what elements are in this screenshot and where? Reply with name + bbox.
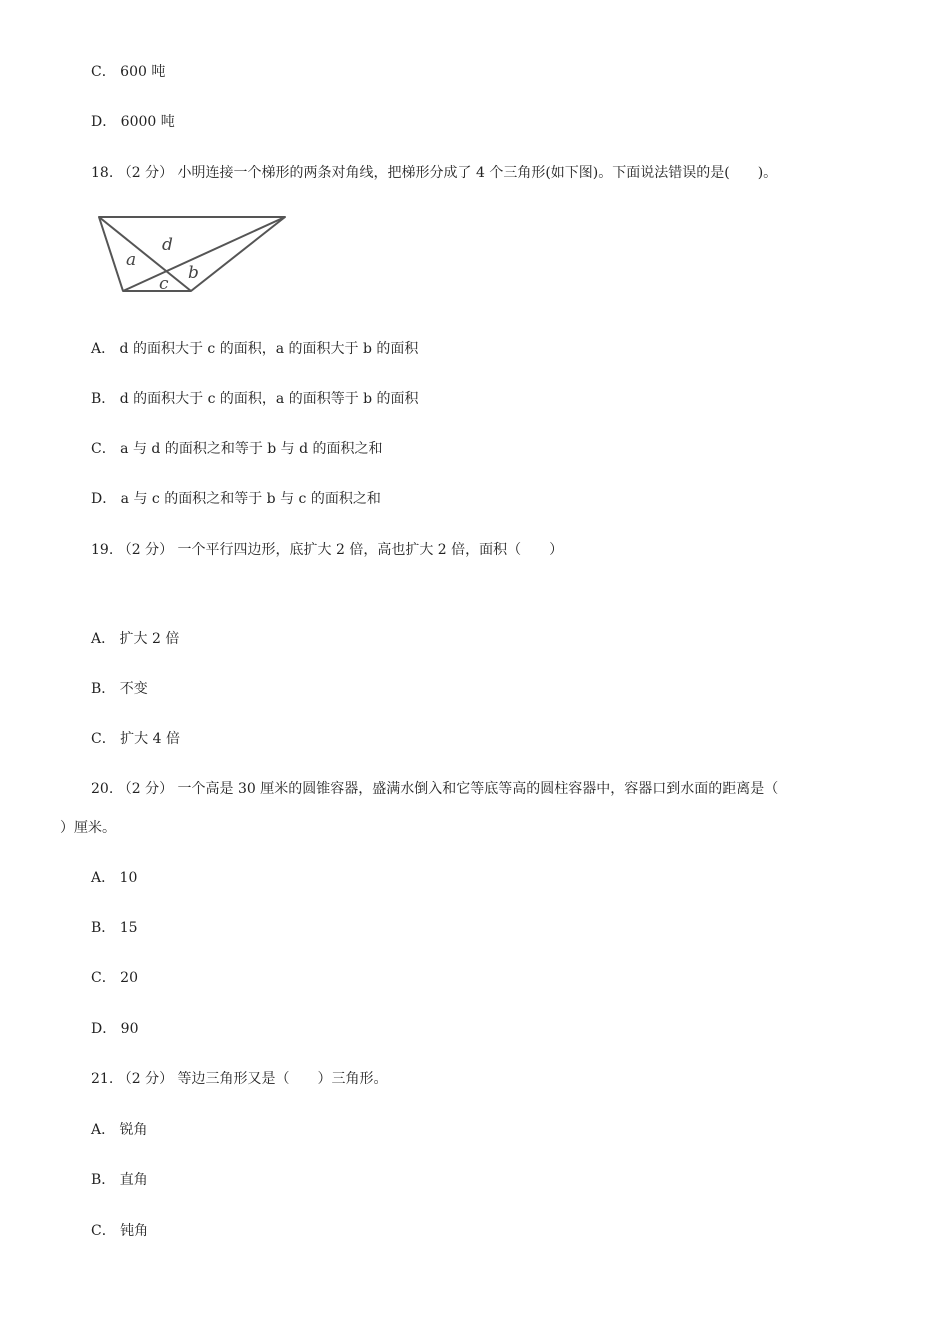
q20-option-d: D． 90 bbox=[91, 1021, 139, 1037]
q21-stem: 21. （2 分） 等边三角形又是（ ）三角形。 bbox=[91, 1071, 388, 1087]
figure-label-c: c bbox=[159, 274, 169, 294]
q18-stem: 18. （2 分） 小明连接一个梯形的两条对角线，把梯形分成了 4 个三角形(如下图)。下面说法错误的是( )。 bbox=[91, 165, 778, 181]
q20-stem-line2: ）厘米。 bbox=[60, 820, 116, 836]
figure-label-d: d bbox=[162, 235, 173, 255]
q20-option-a: A． 10 bbox=[91, 870, 138, 886]
q21-option-b: B． 直角 bbox=[91, 1172, 148, 1188]
trapezoid-figure bbox=[96, 212, 292, 302]
q20-stem-line1: 20. （2 分） 一个高是 30 厘米的圆锥容器，盛满水倒入和它等底等高的圆柱容器中，容器口到水面的距离是（ bbox=[91, 781, 779, 797]
q18-option-a: A． d 的面积大于 c 的面积，a 的面积大于 b 的面积 bbox=[91, 341, 419, 357]
figure-label-a: a bbox=[126, 250, 137, 270]
q18-option-b: B． d 的面积大于 c 的面积，a 的面积等于 b 的面积 bbox=[91, 391, 419, 407]
q18-option-d: D． a 与 c 的面积之和等于 b 与 c 的面积之和 bbox=[91, 491, 381, 507]
q19-option-a: A． 扩大 2 倍 bbox=[91, 631, 180, 647]
q20-option-b: B． 15 bbox=[91, 920, 138, 936]
q21-option-c: C． 钝角 bbox=[91, 1223, 149, 1239]
q21-option-a: A． 锐角 bbox=[91, 1122, 148, 1138]
q19-stem: 19. （2 分） 一个平行四边形，底扩大 2 倍，高也扩大 2 倍，面积（ ） bbox=[91, 542, 564, 558]
q19-option-c: C． 扩大 4 倍 bbox=[91, 731, 180, 747]
q17-option-d: D． 6000 吨 bbox=[91, 114, 175, 130]
q20-option-c: C． 20 bbox=[91, 970, 138, 986]
q18-option-c: C． a 与 d 的面积之和等于 b 与 d 的面积之和 bbox=[91, 441, 383, 457]
q17-option-c: C． 600 吨 bbox=[91, 64, 166, 80]
q19-option-b: B． 不变 bbox=[91, 681, 148, 697]
figure-label-b: b bbox=[188, 263, 199, 283]
